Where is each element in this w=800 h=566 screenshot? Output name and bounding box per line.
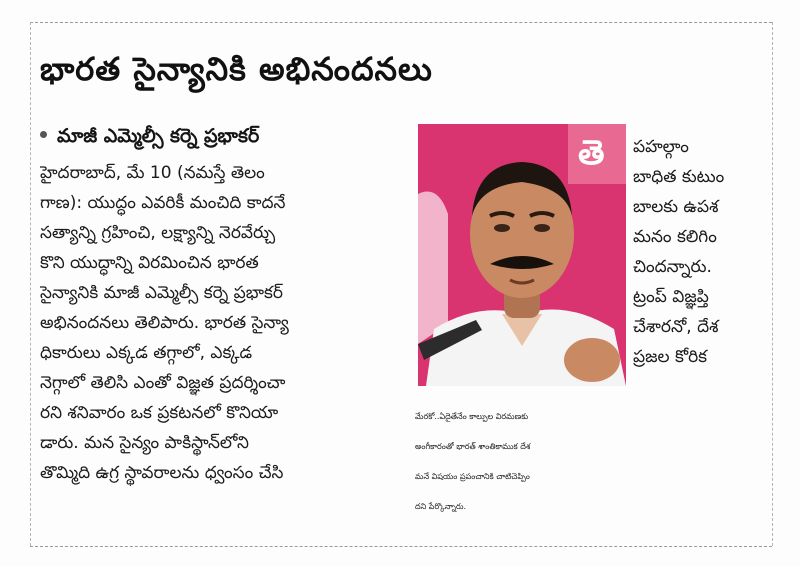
text-line: దని పేర్కొన్నారు. xyxy=(415,502,467,511)
article-right-column xyxy=(633,132,773,372)
text-line: సైన్యానికి మాజీ ఎమ్మెల్సీ కర్నె ప్రభాకర్ xyxy=(40,283,283,303)
text-line: అంగీకారంతో భారత్ శాంతికాముక దేశ xyxy=(415,442,531,451)
text-line: సత్యాన్ని గ్రహించి, లక్ష్యాన్ని నెరవేర్చు xyxy=(40,223,276,243)
article-bottom-right-text xyxy=(415,402,775,522)
text-line: నెగ్గాలో తెలిసి ఎంతో విజ్ఞత ప్రదర్శించా xyxy=(40,373,286,393)
text-line: డారు. మన సైన్యం పాకిస్థాన్‌లోని xyxy=(40,433,249,453)
banner-glyph: తె xyxy=(578,133,605,173)
text-line: రని శనివారం ఒక ప్రకటనలో కొనియా xyxy=(40,403,279,423)
text-line: మనే విషయం ప్రపంచానికి చాటిచెప్పిం xyxy=(415,472,530,481)
text-line: హైదరాబాద్, మే 10 (నమస్తే తెలం xyxy=(40,163,265,183)
text-line: బాలకు ఉపశ xyxy=(633,197,719,217)
top-divider xyxy=(30,22,772,23)
article-left-column xyxy=(40,158,402,488)
bullet-icon xyxy=(40,131,47,138)
text-line: పహల్గాం xyxy=(633,137,689,157)
text-line: చిందన్నారు. xyxy=(633,257,712,277)
text-line: చేశారనో, దేశ xyxy=(633,317,719,337)
text-line: గాణ): యుద్ధం ఎవరికీ మంచిది కాదనే xyxy=(40,193,286,213)
portrait-illustration xyxy=(418,124,626,386)
text-line: అభినందనలు తెలిపారు. భారత సైన్యా xyxy=(40,313,289,333)
left-divider xyxy=(30,22,31,546)
text-line: కొని యుద్ధాన్ని విరమించిన భారత xyxy=(40,253,259,273)
text-line: తొమ్మిది ఉగ్ర స్థావరాలను ధ్వంసం చేసి xyxy=(40,463,284,483)
article-byline xyxy=(40,122,259,150)
text-line: ట్రంప్ విజ్ఞప్తి xyxy=(633,287,709,307)
byline-text: మాజీ ఎమ్మెల్సీ కర్నె ప్రభాకర్ xyxy=(57,125,260,147)
article-headline: భారత సైన్యానికి అభినందనలు xyxy=(40,50,433,88)
text-line: ప్రజల కోరిక xyxy=(633,347,708,367)
speaker-photo xyxy=(418,124,626,386)
text-line: బాధిత కుటుం xyxy=(633,167,725,187)
bottom-divider xyxy=(30,546,772,547)
text-line: మనం కలిగిం xyxy=(633,227,717,247)
text-line: ధికారులు ఎక్కడ తగ్గాలో, ఎక్కడ xyxy=(40,343,253,363)
text-line: మేరకో..ఏదైతేనేం కాల్పుల విరమణకు xyxy=(415,412,529,421)
